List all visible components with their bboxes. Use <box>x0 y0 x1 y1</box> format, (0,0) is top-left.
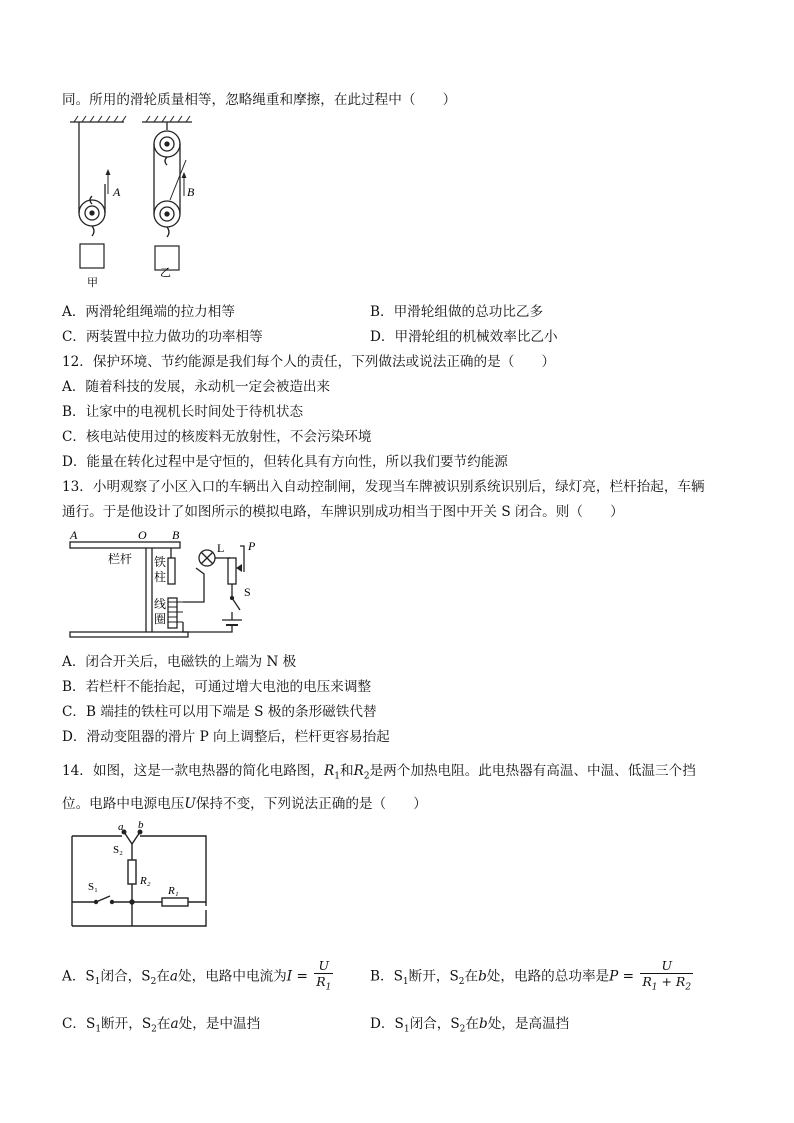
q13-label-l: L <box>217 541 225 555</box>
q13-option-b: B．若栏杆不能抬起，可通过增大电池的电压来调整 <box>62 679 372 695</box>
q12-option-a: A．随着科技的发展，永动机一定会被造出来 <box>62 379 331 395</box>
q13-label-langan: 栏杆 <box>108 552 133 566</box>
q13-circuit-figure <box>68 528 268 646</box>
q14-stem-line2: 位。电路中电源电压U保持不变，下列说法正确的是（ ） <box>62 796 427 812</box>
q13-stem-line1: 13．小明观察了小区入口的车辆出入自动控制闸，发现当车牌被识别系统识别后，绿灯亮，栏杆抬起，车辆 <box>62 479 705 495</box>
q11-option-d: D．甲滑轮组的机械效率比乙小 <box>370 329 558 345</box>
q14-option-c: C．$S_1$断开，$S_2$在a处，是中温挡 <box>62 1016 261 1035</box>
q13-label-p: P <box>248 539 256 553</box>
q11-option-a: A．两滑轮组绳端的拉力相等 <box>62 304 235 320</box>
q14-formula-b: $\frac{U}{R_1 + R_2}$ <box>642 958 692 993</box>
q11-pulley-figure <box>66 114 196 289</box>
q11-label-jia: 甲 <box>87 276 98 289</box>
q14-option-d: D．$S_1$闭合，$S_2$在b处，是高温挡 <box>370 1016 570 1035</box>
q11-intro: 同。所用的滑轮质量相等，忽略绳重和摩擦，在此过程中（ ） <box>62 92 457 108</box>
q13-label-o: O <box>138 528 147 542</box>
q13-label-xian1: 线 <box>154 597 167 611</box>
q14-label-b: b <box>138 819 144 831</box>
q14-option-b: B．$S_1$断开，$S_2$在b处，电路的总功率是P = $\frac{U}{R_1 + R_2}$ <box>370 958 695 996</box>
q14-label-r2: R₂ <box>140 875 151 887</box>
q13-option-c: C．B 端挂的铁柱可以用下端是 S 极的条形磁铁代替 <box>62 704 377 720</box>
q11-label-b: B <box>187 185 195 199</box>
q11-option-c: C．两装置中拉力做功的功率相等 <box>62 329 263 345</box>
q12-stem: 12．保护环境、节约能源是我们每个人的责任，下列做法或说法正确的是（ ） <box>62 354 556 370</box>
q13-option-d: D．滑动变阻器的滑片 P 向上调整后，栏杆更容易抬起 <box>62 729 390 745</box>
q14-label-s1: S₁ <box>88 881 98 893</box>
q13-label-a: A <box>70 528 78 542</box>
q14-circuit-figure <box>66 820 212 932</box>
q11-option-b: B．甲滑轮组做的总功比乙多 <box>370 304 544 320</box>
q13-label-s: S <box>244 585 251 599</box>
q14-option-a: A．$S_1$闭合，$S_2$在a处，电路中电流为I = $\frac{U}{R_1}$ <box>62 958 335 996</box>
q13-label-xian2: 圈 <box>154 612 167 626</box>
q13-label-b: B <box>172 528 180 542</box>
q14-label-a: a <box>118 821 124 833</box>
q14-label-r1: R₁ <box>168 885 179 897</box>
q14-label-s2: S₂ <box>113 844 123 856</box>
q13-option-a: A．闭合开关后，电磁铁的上端为 N 极 <box>62 654 297 670</box>
q13-label-tie1: 铁 <box>154 555 167 569</box>
q11-label-yi: 乙 <box>160 266 171 279</box>
q14-formula-a: $\frac{U}{R_1}$ <box>316 958 332 993</box>
q13-label-tie2: 柱 <box>154 570 167 584</box>
q12-option-c: C．核电站使用过的核废料无放射性，不会污染环境 <box>62 429 372 445</box>
q12-option-d: D．能量在转化过程中是守恒的，但转化具有方向性，所以我们要节约能源 <box>62 454 508 470</box>
q13-stem-line2: 通行。于是他设计了如图所示的模拟电路，车牌识别成功相当于图中开关 S 闭合。则（ ） <box>62 504 624 520</box>
q11-label-a: A <box>113 185 121 199</box>
q12-option-b: B．让家中的电视机长时间处于待机状态 <box>62 404 304 420</box>
q14-stem-line1: 14．如图，这是一款电热器的简化电路图，$R_1$和$R_2$是两个加热电阻。此电热器有高温、中温、低温三个挡 <box>62 763 696 782</box>
